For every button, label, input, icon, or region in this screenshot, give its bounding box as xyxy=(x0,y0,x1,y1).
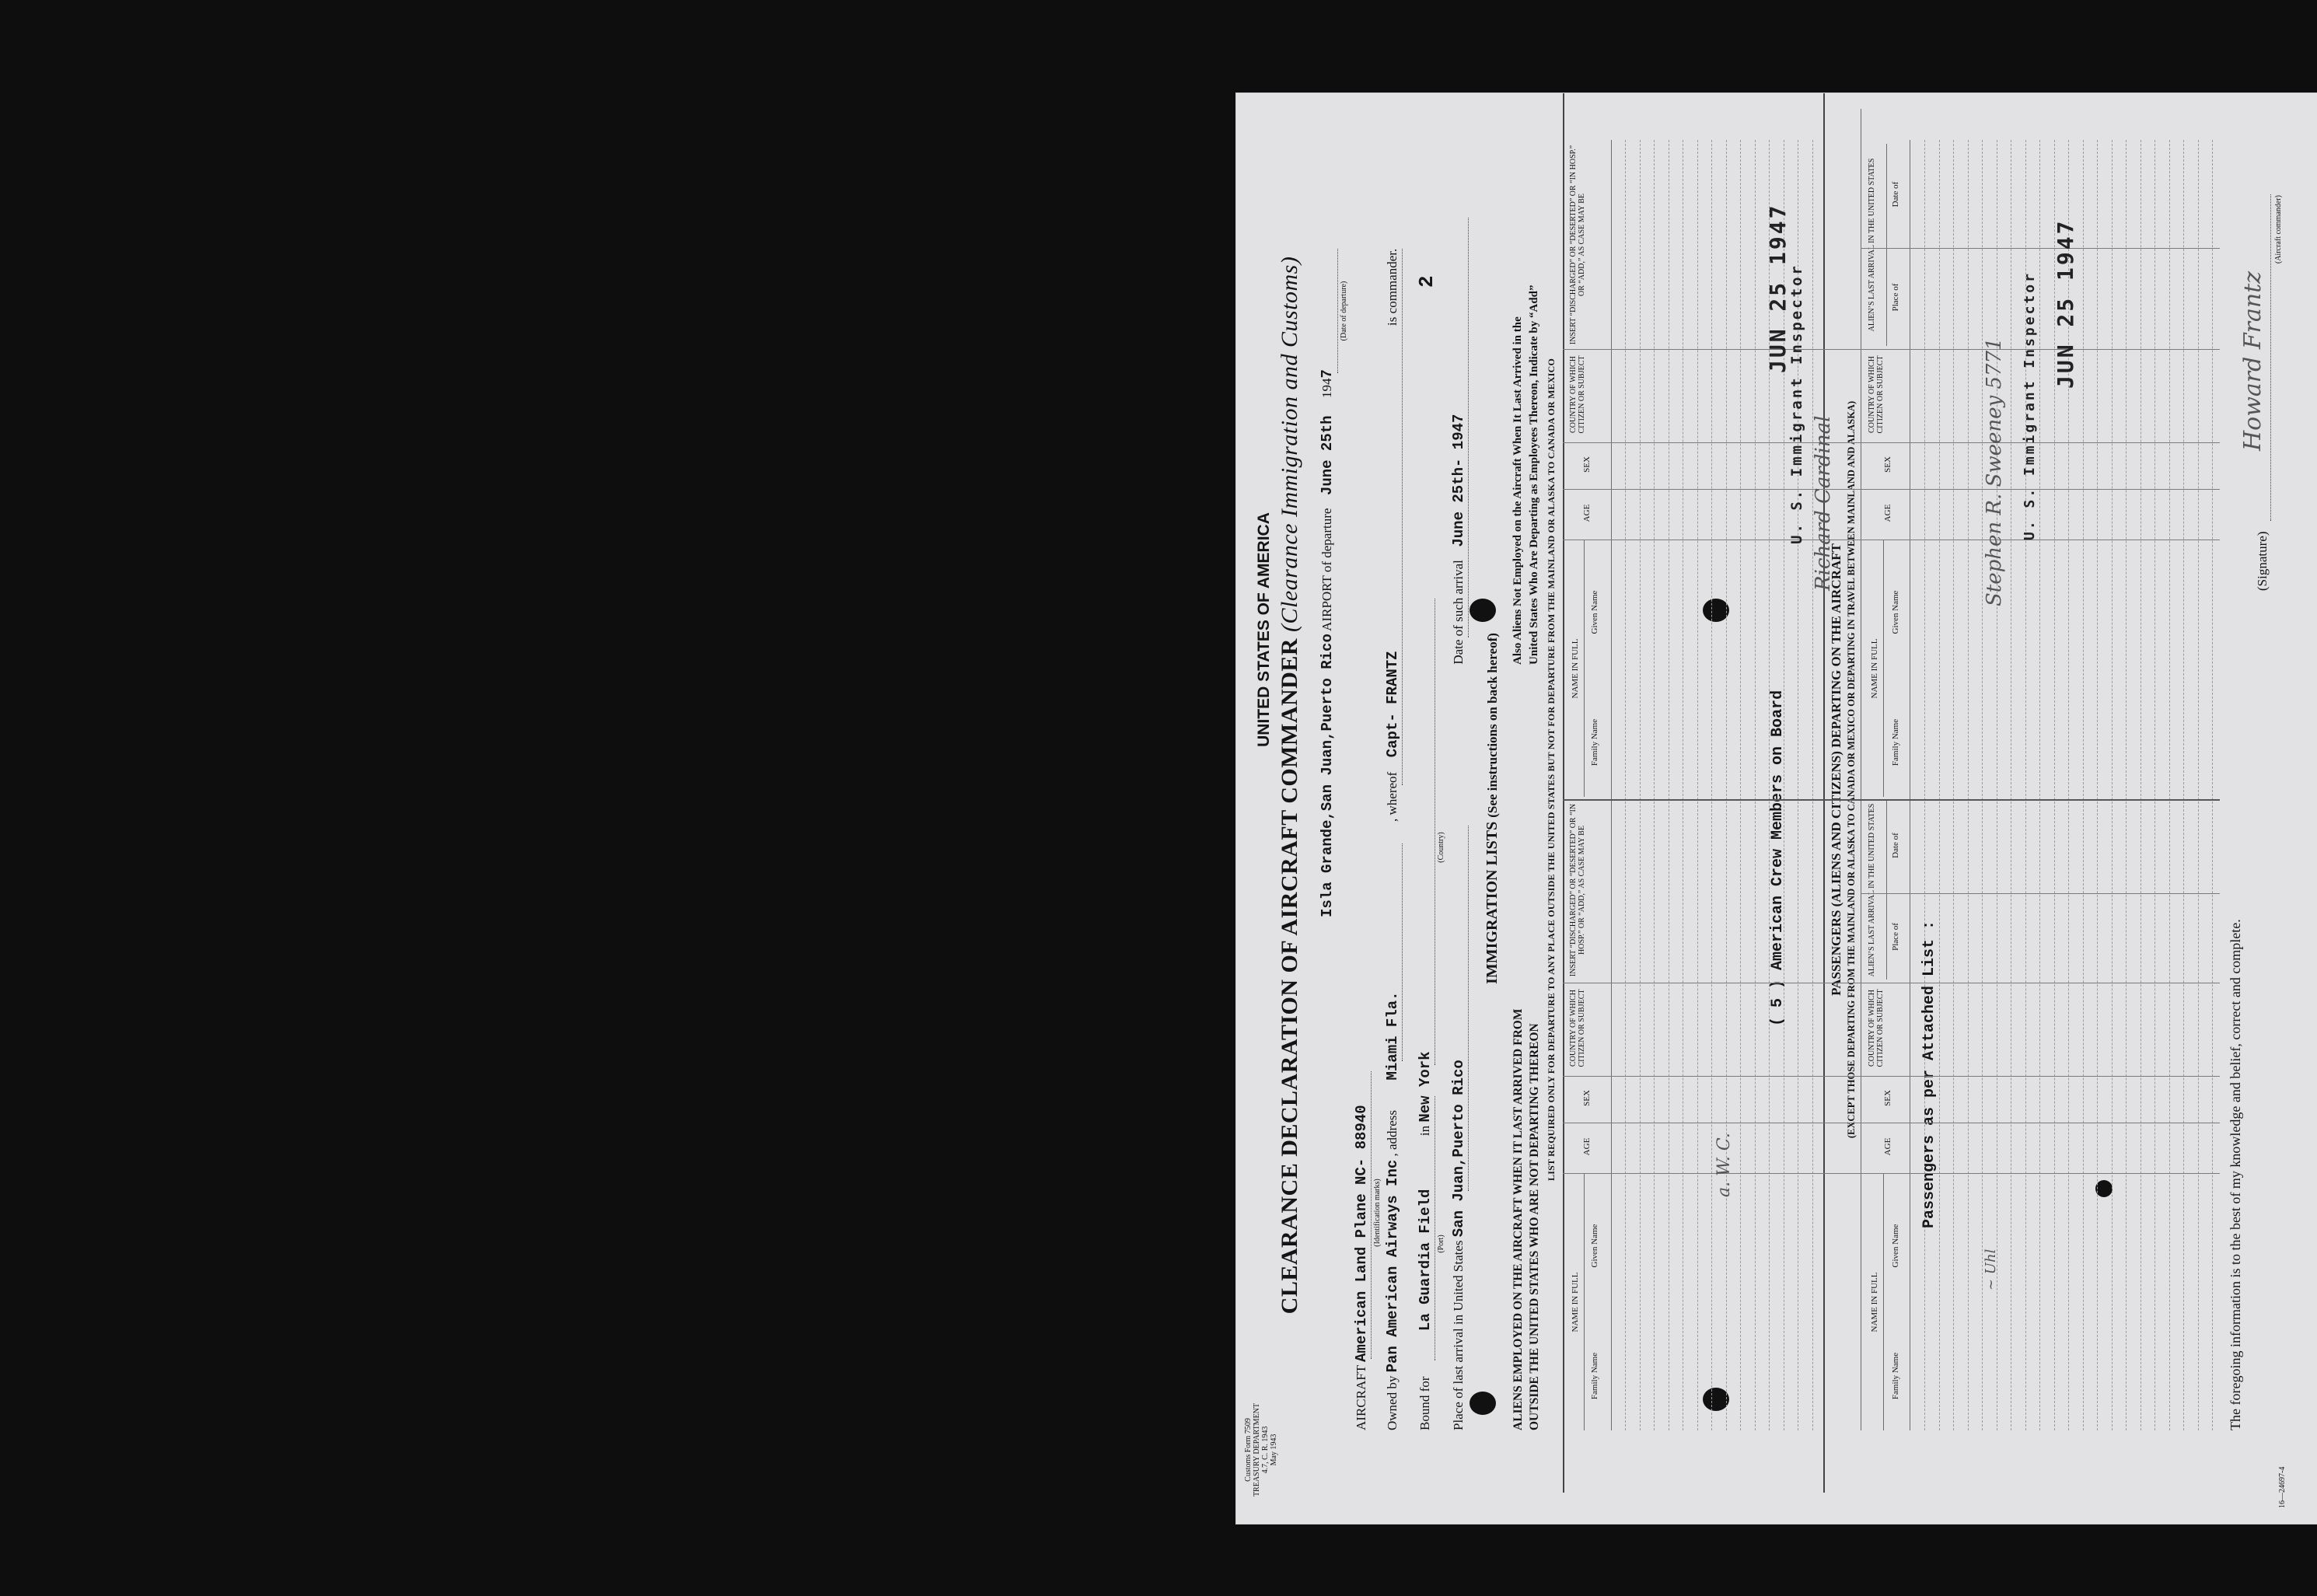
ruled-line xyxy=(1726,140,1727,1430)
form-date: May 1943 xyxy=(1270,1434,1278,1466)
arrival-date-label: Date of such arrival xyxy=(1451,560,1466,665)
whereof-label: , whereof xyxy=(1385,771,1400,822)
ruled-line xyxy=(1697,140,1698,1430)
in-label: in xyxy=(1417,1125,1432,1137)
handwritten-mark: ~ Uhl xyxy=(1983,1249,1999,1290)
ruled-line xyxy=(2154,140,2155,1430)
commander-signature: Howard Frantz xyxy=(2239,271,2266,451)
pax-age-left: AGE xyxy=(1883,1137,1892,1156)
port-value: La Guardia Field xyxy=(1417,1189,1434,1332)
signature-underline xyxy=(2270,194,2271,521)
pax-given-name-right: Given Name xyxy=(1891,590,1900,634)
column-rule xyxy=(1563,442,2220,443)
regulation: 4.7, C. R. 1943 xyxy=(1261,1426,1270,1474)
bound-label: Bound for xyxy=(1417,1376,1432,1430)
port-caption: (Port) xyxy=(1437,1235,1445,1253)
ruled-line xyxy=(2083,140,2084,1430)
column-rule xyxy=(1861,893,2220,894)
crew-insert-left: INSERT “DISCHARGED” OR “DESERTED” OR “IN HOSP.” OR “ADD,” AS CASE MAY BE xyxy=(1569,803,1586,977)
ruled-line xyxy=(1654,140,1655,1430)
pax-name-in-full-right: NAME IN FULL xyxy=(1870,638,1879,699)
airport-label: AIRPORT of departure xyxy=(1319,508,1334,631)
year-prefix: 194 xyxy=(1319,378,1334,398)
pax-country-right: COUNTRY OF WHICH CITIZEN OR SUBJECT xyxy=(1868,355,1885,434)
column-rule xyxy=(1563,1076,2220,1077)
departure-date-caption: (Date of departure) xyxy=(1340,281,1348,341)
ruled-line xyxy=(2126,140,2127,1430)
crew-name-divider-left xyxy=(1584,1174,1585,1430)
ruled-line xyxy=(1812,140,1813,1430)
column-rule xyxy=(1563,489,2220,490)
passengers-title: PASSENGERS (ALIENS AND CITIZENS) DEPARTING ON THE AIRCRAFT xyxy=(1829,543,1843,996)
address-underline xyxy=(1402,843,1403,1061)
address-value: Miami Fla. xyxy=(1384,991,1401,1081)
footer-statement: The foregoing information is to the best of my knowledge and belief, correct and complete. xyxy=(2228,919,2243,1430)
owner-label: Owned by xyxy=(1385,1375,1400,1430)
form-number: Customs Form 7509 xyxy=(1244,1418,1253,1482)
list-required-note: LIST REQUIRED ONLY FOR DEPARTURE TO ANY PLACE OUTSIDE THE UNITED STATES BUT NOT FOR DEPARTURE FROM THE MAINLAND OR ALASKA TO CANADA OR MEXICO xyxy=(1546,358,1557,1181)
ruled-line xyxy=(1625,140,1626,1430)
column-rule xyxy=(1861,248,2220,249)
form-title xyxy=(1277,93,1303,1477)
owner-value: Pan American Airways Inc xyxy=(1384,1159,1401,1373)
immigration-note: (See instructions on back hereof) xyxy=(1485,633,1500,818)
crew-country-left: COUNTRY OF WHICH CITIZEN OR SUBJECT xyxy=(1569,989,1586,1067)
crew-age-left: AGE xyxy=(1582,1137,1592,1156)
country-heading: UNITED STATES OF AMERICA xyxy=(1255,512,1273,747)
title-sub: (Clearance Immigration and Customs) xyxy=(1277,256,1302,632)
pax-name-divider-right xyxy=(1883,540,1884,797)
ruled-line xyxy=(2097,140,2098,1430)
crew-typed-entry: ( 5 ) American Crew Members on Board xyxy=(1769,690,1787,1026)
ruled-line xyxy=(1711,140,1712,1430)
ruled-line xyxy=(2212,140,2213,1430)
crew-sex-right: SEX xyxy=(1582,456,1592,473)
pax-sex-left: SEX xyxy=(1883,1090,1892,1106)
passenger-table-top-rule xyxy=(1823,93,1825,1493)
immigration-heading xyxy=(1484,498,1501,1119)
crew-family-name-right: Family Name xyxy=(1590,718,1599,767)
crew-sex-left: SEX xyxy=(1582,1090,1592,1106)
ruled-line xyxy=(1982,140,1983,1430)
pax-sex-right: SEX xyxy=(1883,456,1892,473)
year-suffix: 7 xyxy=(1319,369,1336,379)
punch-hole xyxy=(2095,1180,2113,1197)
aliens-left-line1: ALIENS EMPLOYED ON THE AIRCRAFT WHEN IT LAST ARRIVED FROM xyxy=(1511,1008,1525,1430)
ruled-line xyxy=(1924,140,1925,1430)
pax-place-of-left: Place of xyxy=(1891,923,1900,951)
bound-line xyxy=(1417,498,1434,1430)
immigration-title: IMMIGRATION LISTS xyxy=(1484,821,1501,984)
aliens-employed-heading xyxy=(1510,746,1543,1430)
pax-last-arrival-right: ALIEN’S LAST ARRIVAL IN THE UNITED STATES xyxy=(1868,158,1876,332)
clearance-declaration-sheet xyxy=(1236,93,2317,1524)
department: TREASURY DEPARTMENT xyxy=(1253,1402,1261,1497)
ruled-line xyxy=(1740,140,1741,1430)
aliens-right-line1: Also Aliens Not Employed on the Aircraft When It Last Arrived in the xyxy=(1511,316,1524,665)
pax-country-left: COUNTRY OF WHICH CITIZEN OR SUBJECT xyxy=(1868,989,1885,1067)
aircraft-label: AIRCRAFT xyxy=(1354,1365,1368,1430)
pax-family-name-left: Family Name xyxy=(1891,1352,1900,1400)
inspector-stamp-1: U. S. Immigrant Inspector xyxy=(1788,264,1805,544)
ruled-line xyxy=(2183,140,2184,1430)
pax-name-divider-left xyxy=(1883,1174,1884,1430)
owner-line xyxy=(1384,140,1401,1430)
column-rule xyxy=(1563,1173,2220,1174)
pax-date-of-left: Date of xyxy=(1891,833,1900,858)
airport-line xyxy=(1319,132,1336,917)
last-arrival-value: San Juan,Puerto Rico xyxy=(1450,1060,1467,1238)
aircraft-underline xyxy=(1371,1071,1372,1359)
signature-caption: (Aircraft commander) xyxy=(2274,195,2283,264)
aliens-right-line2: United States Who Are Departing as Employees Thereon, Indicate by “Add” xyxy=(1528,285,1540,665)
aircraft-value: American Land Plane NC- 88940 xyxy=(1353,1105,1370,1362)
arrival-date-underline xyxy=(1468,218,1469,637)
crew-name-in-full-left: NAME IN FULL xyxy=(1571,1272,1580,1332)
pax-name-in-full-left: NAME IN FULL xyxy=(1870,1272,1879,1332)
aliens-left-line2: OUTSIDE THE UNITED STATES WHO ARE NOT DEPARTING THEREON xyxy=(1528,1023,1541,1430)
ruled-line xyxy=(1755,140,1756,1430)
crew-country-right: COUNTRY OF WHICH CITIZEN OR SUBJECT xyxy=(1569,355,1586,434)
bound-mark: 2 xyxy=(1415,275,1438,288)
column-rule xyxy=(1563,799,2220,801)
ruled-line xyxy=(1640,140,1641,1430)
print-code: 16—24697-4 xyxy=(2278,1466,2287,1508)
ruled-line xyxy=(2039,140,2040,1430)
title-main: CLEARANCE DECLARATION OF AIRCRAFT COMMANDER xyxy=(1277,638,1302,1315)
pax-date-of-right: Date of xyxy=(1891,181,1900,208)
last-arrival-underline xyxy=(1468,826,1469,1191)
ruled-line xyxy=(1968,140,1969,1430)
column-rule xyxy=(1563,349,2220,350)
ruled-line xyxy=(2169,140,2170,1430)
address-label: , address xyxy=(1385,1110,1400,1157)
crew-insert-right: INSERT “DISCHARGED” OR “DESERTED” OR “IN HOSP.” OR “ADD,” AS CASE MAY BE xyxy=(1569,145,1586,345)
date-stamp-2: JUN 25 1947 xyxy=(2053,218,2078,389)
inspector-signature-1: Richard Cardinal xyxy=(1812,415,1835,591)
pax-place-of-right: Place of xyxy=(1891,283,1900,312)
ruled-line xyxy=(1953,140,1954,1430)
pax-given-name-left: Given Name xyxy=(1891,1224,1900,1268)
aircraft-caption: (Identification marks) xyxy=(1373,1179,1382,1247)
last-arrival-label: Place of last arrival in United States xyxy=(1451,1240,1466,1430)
passengers-except: (EXCEPT THOSE DEPARTING FROM THE MAINLAND OR ALASKA TO CANADA OR MEXICO OR DEPARTING IN TRAVEL BETWEEN MAINLAND AND ALASKA) xyxy=(1846,400,1857,1139)
crew-given-name-left: Given Name xyxy=(1590,1224,1599,1268)
aircraft-line xyxy=(1353,1105,1370,1430)
inspector-stamp-2: U. S. Immigrant Inspector xyxy=(2022,271,2038,540)
commander-suffix: is commander. xyxy=(1385,248,1400,326)
crew-age-right: AGE xyxy=(1582,504,1592,522)
passengers-typed-entry: Passengers as per Attached List : xyxy=(1920,920,1938,1228)
ruled-line xyxy=(2198,140,2199,1430)
crew-name-in-full-right: NAME IN FULL xyxy=(1571,638,1580,699)
ruled-line xyxy=(1939,140,1940,1430)
commander-value: Capt- FRANTZ xyxy=(1384,651,1401,758)
arrival-date-value: June 25th- 1947 xyxy=(1450,414,1467,547)
country-value: New York xyxy=(1417,1051,1434,1123)
departure-date-value: June 25th xyxy=(1319,415,1336,496)
pax-last-arrival-divider-left xyxy=(1886,801,1887,980)
crew-family-name-left: Family Name xyxy=(1590,1352,1599,1400)
airport-value: Isla Grande,San Juan,Puerto Rico xyxy=(1319,634,1336,917)
ruled-line xyxy=(2112,140,2113,1430)
crew-name-divider-right xyxy=(1584,540,1585,797)
crew-table-top-rule xyxy=(1563,93,1564,1493)
last-arrival-line xyxy=(1450,124,1467,1430)
handwritten-initials: a. W. C. xyxy=(1714,1133,1734,1197)
form-number-block xyxy=(1244,1380,1278,1520)
date-underline xyxy=(1337,249,1338,373)
date-stamp-1: JUN 25 1947 xyxy=(1765,203,1791,373)
pax-last-arrival-divider-right xyxy=(1886,144,1887,346)
pax-age-right: AGE xyxy=(1883,504,1892,522)
pax-family-name-right: Family Name xyxy=(1891,718,1900,767)
crew-header-bottom-rule xyxy=(1611,140,1612,1430)
signature-label: (Signature) xyxy=(2255,531,2270,591)
punch-hole xyxy=(1470,1392,1496,1415)
pax-last-arrival-left: ALIEN’S LAST ARRIVAL IN THE UNITED STATES xyxy=(1868,803,1876,977)
crew-given-name-right: Given Name xyxy=(1590,590,1599,634)
inspector-signature-2: Stephen R. Sweeney 5771 xyxy=(1983,337,2006,606)
country-caption: (Country) xyxy=(1437,832,1445,863)
aliens-not-employed-heading xyxy=(1510,120,1543,665)
commander-underline xyxy=(1402,249,1403,785)
